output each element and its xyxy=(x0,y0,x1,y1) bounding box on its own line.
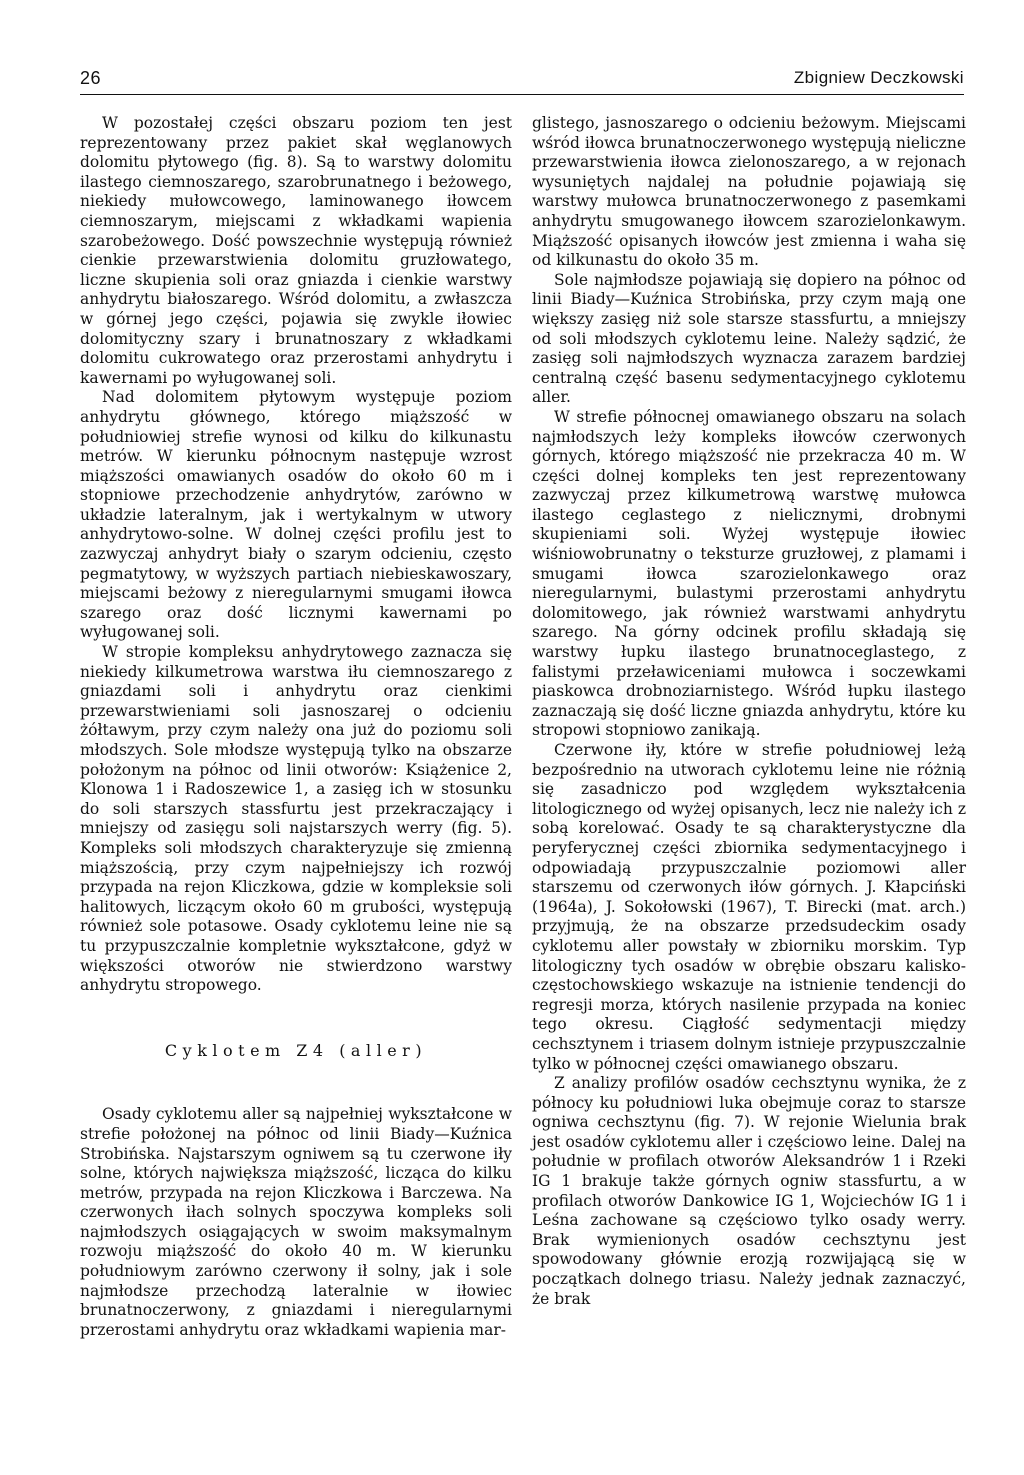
paragraph: Sole najmłodsze pojawiają się dopiero na północ od linii Biady—Kuźnica Strobińska, przy czym mają one większy zasięg niż sole starsze stassfurtu, a mniejszy od soli młodszych cyklotemu leine. Należy sądzić, że zasięg soli najmłodszych wyznacza zarazem bardziej centralną część basenu sedymentacyjnego cyklotemu aller. xyxy=(532,270,966,407)
paragraph: W stropie kompleksu anhydrytowego zaznacza się niekiedy kilkumetrowa warstwa iłu ciemnoszarego z gniazdami soli i anhydrytu oraz cienkimi przewarstwieniami soli jasnoszarej o odcieniu żółtawym, przy czym należy ona już do poziomu soli młodszych. Sole młodsze występują tylko na obszarze położonym na północ od linii otworów: Książenice 2, Klonowa 1 i Radoszewice 1, a zasięg ich w stosunku do soli starszych stassfurtu jest przekraczający i mniejszy od zasięgu soli najstarszych werry (fig. 5). Kompleks soli młodszych charakteryzuje się zmienną miąższością, przy czym najpełniejszy ich rozwój przypada na rejon Kliczkowa, gdzie w kompleksie soli halitowych, liczącym około 60 m grubości, występują również sole potasowe. Osady cyklotemu leine nie są tu przypuszczalnie kompletnie wykształcone, gdyż w większości otworów nie stwierdzono warstwy anhydrytu stropowego. xyxy=(80,643,512,995)
right-column xyxy=(532,114,966,1309)
left-column xyxy=(80,114,512,1340)
paragraph: W pozostałej części obszaru poziom ten jest reprezentowany przez pakiet skał węglanowych dolomitu płytowego (fig. 8). Są to warstwy dolomitu ilastego ciemnoszarego, szarobrunatnego i beżowego, niekiedy mułowcowego, laminowanego iłowcem ciemnoszarym, miejscami z wkładkami wapienia szarobeżowego. Dość powszechnie występują również cienkie przewarstwienia dolomitu gruzłowatego, liczne skupienia soli oraz gniazda i cienkie warstwy anhydrytu białoszarego. Wśród dolomitu, a zwłaszcza w górnej jego części, pojawia się zwykle iłowiec dolomityczny szary i brunatnoszary z wkładkami dolomitu cukrowatego oraz przerostami anhydrytu i kawernami po wyługowanej soli. xyxy=(80,114,512,387)
paragraph-continued: glistego, jasnoszarego o odcieniu beżowym. Miejscami wśród iłowca brunatnoczerwonego występują nieliczne przewarstwienia iłowca zielonoszarego, a w rejonach wysuniętych najdalej na południe pojawiają się warstwy mułowca brunatnoczerwonego z pasemkami anhydrytu smugowanego iłowcem szarozielonkawym. Miąższość opisanych iłowców jest zmienna i waha się od kilkunastu do około 35 m. xyxy=(532,114,966,270)
paragraph: Osady cyklotemu aller są najpełniej wykształcone w strefie położonej na północ od linii Biady—Kuźnica Strobińska. Najstarszym ogniwem są tu czerwone iły solne, których największa miąższość, licząca do kilku metrów, przypada na rejon Kliczkowa i Barczewa. Na czerwonych iłach solnych spoczywa kompleks soli najmłodszych osiągających w swoim maksymalnym rozwoju miąższość do około 40 m. W kierunku południowym zarówno czerwony ił solny, jak i sole najmłodsze przechodzą lateralnie w iłowiec brunatnoczerwony, z gniazdami i nieregularnymi przerostami anhydrytu oraz wkładkami wapienia mar- xyxy=(80,1105,512,1339)
running-head: Zbigniew Deczkowski xyxy=(793,68,964,87)
section-heading: Cyklotem Z4 (aller) xyxy=(164,1040,428,1060)
paragraph: Nad dolomitem płytowym występuje poziom anhydrytu głównego, którego miąższość w południowiej strefie wynosi od kilku do kilkunastu metrów. W kierunku północnym następuje wzrost miąższości omawianych osadów do około 60 m i stopniowe przechodzenie anhydrytów, zarówno w układzie lateralnym, jak i wertykalnym w utwory anhydrytowo-solne. W dolnej części profilu jest to zazwyczaj anhydryt biały o szarym odcieniu, często pegmatytowy, w wyższych partiach niebieskawoszary, miejscami beżowy z nieregularnymi smugami iłowca szarego oraz dość licznymi kawernami po wyługowanej soli. xyxy=(80,388,512,642)
paragraph: Z analizy profilów osadów cechsztynu wynika, że z północy ku południowi luka obejmuje coraz to starsze ogniwa cechsztynu (fig. 7). W rejonie Wielunia brak jest osadów cyklotemu aller i częściowo leine. Dalej na południe w profilach otworów Aleksandrów 1 i Rzeki IG 1 brakuje także górnych ogniw stassfurtu, a w profilach otworów Dankowice IG 1, Wojciechów IG 1 i Leśna zachowane są częściowo tylko osady werry. Brak wymienionych osadów cechsztynu jest spowodowany głównie erozją rozwijającą się w początkach dolnego triasu. Należy jednak zaznaczyć, że brak xyxy=(532,1074,966,1308)
paragraph: W strefie północnej omawianego obszaru na solach najmłodszych leży kompleks iłowców czerwonych górnych, którego miąższość nie przekracza 40 m. W części dolnej kompleks ten jest reprezentowany zazwyczaj przez kilkumetrową warstwę mułowca ilastego ceglastego z nielicznymi, drobnymi skupieniami soli. Wyżej występuje iłowiec wiśniowobrunatny o teksturze gruzłowej, z plamami i smugami iłowca szarozielonkawego oraz nieregularnymi, bulastymi przerostami anhydrytu dolomitowego, jak również warstwami anhydrytu szarego. Na górny odcinek profilu składają się warstwy łupku ilastego brunatnoceglastego, z falistymi przeławiceniami mułowca i soczewkami piaskowca drobnoziarnistego. Wśród łupku ilastego zaznaczają się dość liczne gniazda anhydrytu, które ku stropowi stopniowo zanikają. xyxy=(532,407,966,740)
page-number: 26 xyxy=(80,68,102,88)
page-header xyxy=(80,66,964,95)
paragraph: Czerwone iły, które w strefie południowej leżą bezpośrednio na utworach cyklotemu leine nie różnią się zasadniczo pod względem wykształcenia litologicznego od wyżej opisanych, lecz nie należy ich z sobą korelować. Osady te są charakterystyczne dla peryferycznej części zbiornika sedymentacyjnego i odpowiadają przypuszczalnie poziomowi aller starszemu od czerwonych iłów górnych. J. Kłapciński (1964a), J. Sokołowski (1967), T. Birecki (mat. arch.) przyjmują, że na obszarze przedsudeckim osady cyklotemu aller powstały w zbiorniku morskim. Typ litologiczny tych osadów w obrębie obszaru kalisko-częstochowskiego wskazuje na istnienie tendencji do regresji morza, których nasilenie przypada na koniec tego okresu. Ciągłość sedymentacji między cechsztynem i triasem dolnym istnieje przypuszczalnie tylko w północnej części omawianego obszaru. xyxy=(532,741,966,1073)
